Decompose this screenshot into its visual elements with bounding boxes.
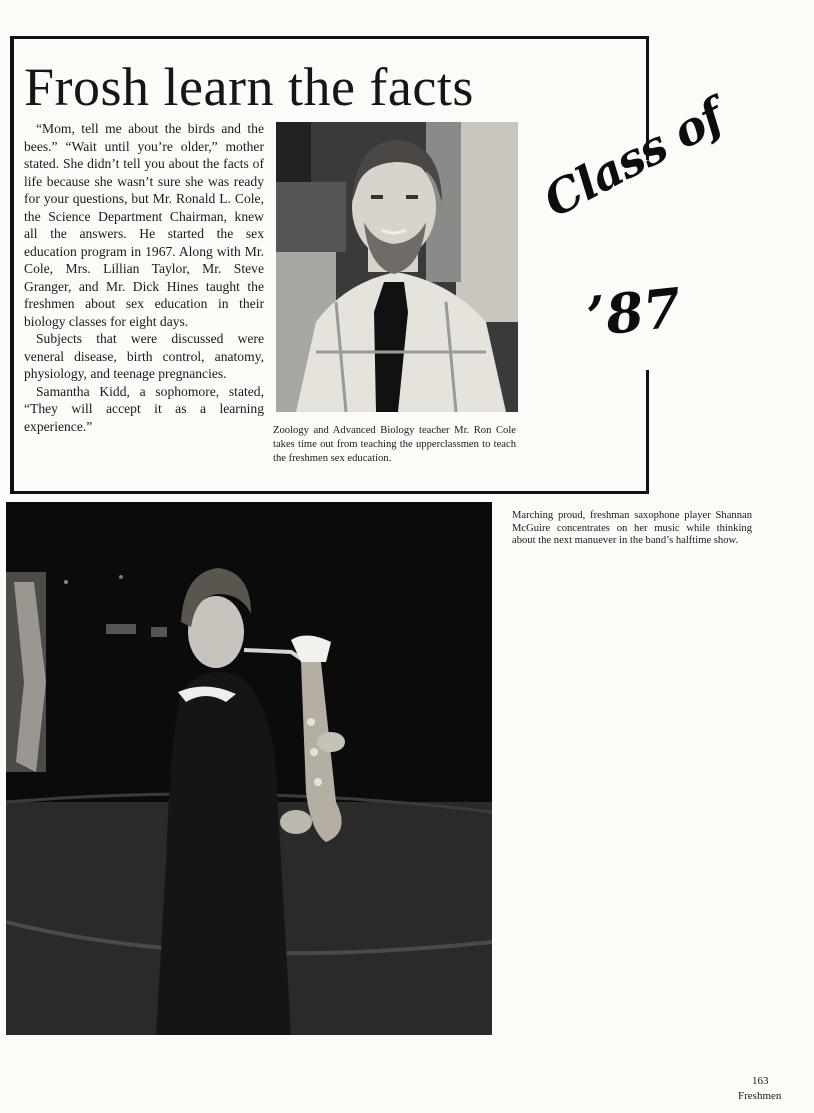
headline: Frosh learn the facts: [24, 57, 474, 117]
class-of-87-label: [525, 88, 732, 370]
class-label-line2: ’87: [583, 275, 685, 349]
article-body: [24, 120, 264, 435]
teacher-photo-caption: Zoology and Advanced Biology teacher Mr. Ron Cole takes time out from teaching the upperclassmen to teach the freshmen sex education.: [273, 425, 516, 464]
band-photo-image: [6, 502, 492, 1035]
teacher-photo: [276, 122, 518, 412]
teacher-photo-image: [276, 122, 518, 412]
band-photo-caption: Marching proud, freshman saxophone player Shannan McGuire concentrates on her music while thinking about the next manuever in the band’s halftime show.: [512, 510, 752, 547]
page-number: 163: [752, 1075, 769, 1087]
article-paragraph: Samantha Kidd, a sophomore, stated, “They will accept it as a learning experience.”: [24, 383, 264, 434]
band-photo: [6, 502, 492, 1035]
class-label-line1: Class of: [535, 88, 732, 228]
article-paragraph: Subjects that were discussed were veneral disease, birth control, anatomy, physiology, and teenage pregnancies.: [24, 331, 264, 381]
section-name: Freshmen: [738, 1090, 782, 1102]
article-paragraph: “Mom, tell me about the birds and the bees.” “Wait until you’re older,” mother stated. She didn’t tell you about the facts of life because she wasn’t sure she was ready for your questions, but Mr. Ronald L. Cole, the Science Department Chairman, knew all the answers. He started the sex education program in 1967. Along with Mr. Cole, Mrs. Lillian Taylor, Mr. Steve Granger, and Mr. Dick Hines taught the freshmen about sex education in their biology classes for eight days.: [24, 121, 264, 329]
